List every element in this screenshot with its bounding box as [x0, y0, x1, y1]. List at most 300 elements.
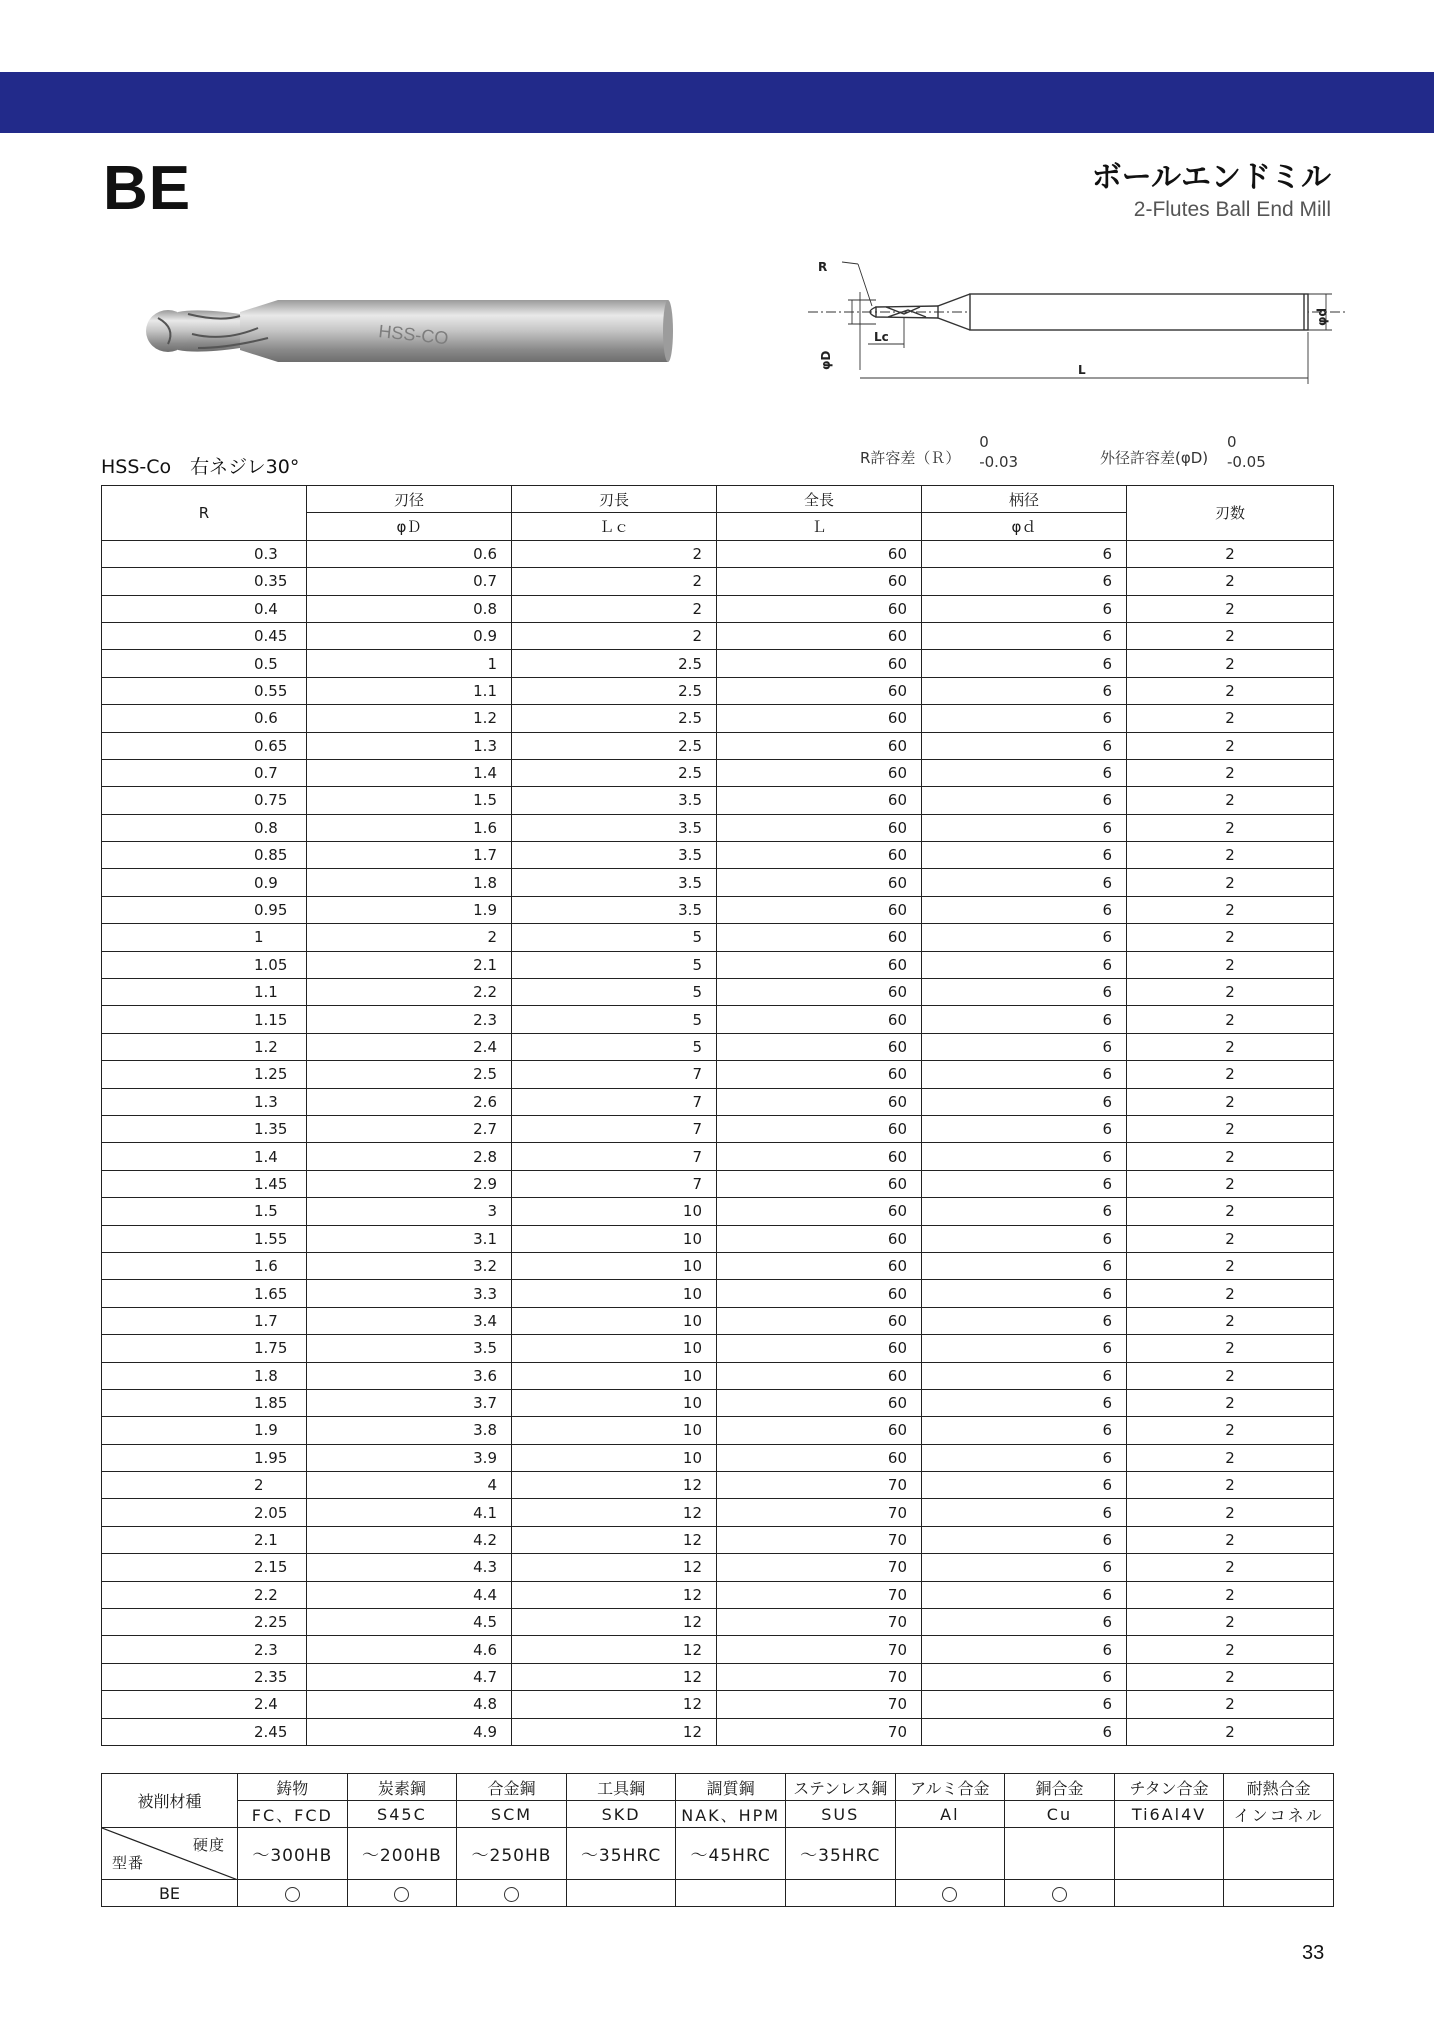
page-number: 33 [1302, 1942, 1325, 1964]
cell-r: 0.65 [102, 732, 307, 759]
cell-flutes: 2 [1127, 814, 1334, 841]
cell-blade-dia: 1.9 [307, 896, 512, 923]
cell-shank-dia: 6 [922, 869, 1127, 896]
col-sub-shank-dia: φｄ [922, 513, 1127, 540]
cell-total-len: 60 [717, 732, 922, 759]
col-sub-total-len: Ｌ [717, 513, 922, 540]
material-grade: S45C [347, 1801, 457, 1828]
material-grade: SUS [785, 1801, 895, 1828]
col-header-blade-dia: 刃径 [307, 486, 512, 513]
cell-shank-dia: 6 [922, 1006, 1127, 1033]
cell-flutes: 2 [1127, 732, 1334, 759]
cell-total-len: 60 [717, 1006, 922, 1033]
table-row [102, 622, 1334, 649]
material-grade: Al [895, 1801, 1005, 1828]
cell-total-len: 60 [717, 951, 922, 978]
cell-shank-dia: 6 [922, 1115, 1127, 1142]
table-row [102, 732, 1334, 759]
cell-blade-len: 2.5 [512, 650, 717, 677]
material-name: 鋳物 [238, 1774, 348, 1801]
cell-flutes: 2 [1127, 1143, 1334, 1170]
cell-shank-dia: 6 [922, 1088, 1127, 1115]
cell-flutes: 2 [1127, 979, 1334, 1006]
cell-r: 2 [102, 1472, 307, 1499]
table-row [102, 951, 1334, 978]
cell-r: 1.25 [102, 1061, 307, 1088]
cell-blade-dia: 1.7 [307, 842, 512, 869]
col-sub-blade-len: Ｌｃ [512, 513, 717, 540]
cell-shank-dia: 6 [922, 1280, 1127, 1307]
cell-flutes: 2 [1127, 1636, 1334, 1663]
cell-blade-len: 2 [512, 622, 717, 649]
cell-r: 0.85 [102, 842, 307, 869]
cell-flutes: 2 [1127, 1609, 1334, 1636]
cell-blade-len: 10 [512, 1335, 717, 1362]
cell-flutes: 2 [1127, 759, 1334, 786]
cell-total-len: 60 [717, 622, 922, 649]
table-row [102, 979, 1334, 1006]
cell-r: 1.4 [102, 1143, 307, 1170]
cell-blade-len: 10 [512, 1362, 717, 1389]
cell-total-len: 60 [717, 1362, 922, 1389]
cell-blade-len: 7 [512, 1061, 717, 1088]
table-row [102, 1499, 1334, 1526]
cell-blade-len: 7 [512, 1143, 717, 1170]
cell-r: 1.95 [102, 1444, 307, 1471]
table-row [102, 677, 1334, 704]
material-grade: SCM [457, 1801, 567, 1828]
table-row [102, 1554, 1334, 1581]
table-row [102, 1609, 1334, 1636]
table-row [102, 1389, 1334, 1416]
cell-flutes: 2 [1127, 951, 1334, 978]
cell-blade-len: 2 [512, 568, 717, 595]
cell-flutes: 2 [1127, 1526, 1334, 1553]
cell-total-len: 60 [717, 1143, 922, 1170]
material-hardness [895, 1828, 1005, 1880]
cell-r: 2.25 [102, 1609, 307, 1636]
product-photo [128, 282, 688, 392]
cell-blade-dia: 3.9 [307, 1444, 512, 1471]
cell-blade-len: 3.5 [512, 869, 717, 896]
cell-flutes: 2 [1127, 540, 1334, 567]
material-name: 工具鋼 [566, 1774, 676, 1801]
cell-r: 1.8 [102, 1362, 307, 1389]
cell-shank-dia: 6 [922, 622, 1127, 649]
model-code: BE [102, 1880, 238, 1907]
cell-blade-len: 3.5 [512, 814, 717, 841]
d-tolerance-upper: 0 [1226, 433, 1237, 451]
cell-total-len: 70 [717, 1472, 922, 1499]
cell-blade-len: 5 [512, 951, 717, 978]
cell-total-len: 70 [717, 1636, 922, 1663]
cell-total-len: 60 [717, 1170, 922, 1197]
cell-blade-len: 12 [512, 1718, 717, 1745]
table-row [102, 650, 1334, 677]
cell-flutes: 2 [1127, 1362, 1334, 1389]
cell-r: 0.6 [102, 705, 307, 732]
table-row [102, 595, 1334, 622]
cell-blade-len: 2.5 [512, 705, 717, 732]
cell-blade-len: 12 [512, 1581, 717, 1608]
material-hardness [1005, 1828, 1115, 1880]
cell-total-len: 60 [717, 1061, 922, 1088]
cell-blade-dia: 3.7 [307, 1389, 512, 1416]
cell-blade-dia: 4.8 [307, 1691, 512, 1718]
cell-blade-len: 12 [512, 1472, 717, 1499]
cell-shank-dia: 6 [922, 1554, 1127, 1581]
cell-r: 1.7 [102, 1307, 307, 1334]
top-color-band [0, 72, 1434, 133]
drawing-label-phi-d-small: φd [1315, 308, 1329, 326]
cell-blade-dia: 2.8 [307, 1143, 512, 1170]
table-row [102, 1691, 1334, 1718]
col-header-r: R [102, 486, 307, 541]
material-grade: SKD [566, 1801, 676, 1828]
table-row [102, 814, 1334, 841]
cell-r: 1.55 [102, 1225, 307, 1252]
cell-flutes: 2 [1127, 1252, 1334, 1279]
cell-blade-dia: 0.7 [307, 568, 512, 595]
table-row [102, 540, 1334, 567]
cell-blade-len: 2 [512, 595, 717, 622]
cell-total-len: 70 [717, 1526, 922, 1553]
cell-flutes: 2 [1127, 622, 1334, 649]
material-name: アルミ合金 [895, 1774, 1005, 1801]
cell-flutes: 2 [1127, 650, 1334, 677]
material-name: 銅合金 [1005, 1774, 1115, 1801]
cell-r: 1.05 [102, 951, 307, 978]
table-row [102, 568, 1334, 595]
cell-shank-dia: 6 [922, 1718, 1127, 1745]
cell-blade-dia: 4 [307, 1472, 512, 1499]
cell-shank-dia: 6 [922, 1444, 1127, 1471]
product-code: BE [103, 154, 192, 223]
cell-total-len: 70 [717, 1718, 922, 1745]
cell-r: 1.75 [102, 1335, 307, 1362]
material-hardness: ～45HRC [676, 1828, 786, 1880]
cell-blade-dia: 3.4 [307, 1307, 512, 1334]
cell-r: 2.3 [102, 1636, 307, 1663]
cell-total-len: 60 [717, 1307, 922, 1334]
table-row [102, 1718, 1334, 1745]
cell-shank-dia: 6 [922, 1033, 1127, 1060]
drawing-label-l: L [1078, 363, 1086, 377]
cell-blade-dia: 4.2 [307, 1526, 512, 1553]
material-name: 合金鋼 [457, 1774, 567, 1801]
suitability-cell [1224, 1880, 1334, 1907]
cell-blade-dia: 1.2 [307, 705, 512, 732]
suitability-cell [566, 1880, 676, 1907]
cell-total-len: 60 [717, 1335, 922, 1362]
cell-flutes: 2 [1127, 924, 1334, 951]
cell-total-len: 60 [717, 1115, 922, 1142]
cell-r: 2.35 [102, 1663, 307, 1690]
cell-blade-dia: 2.6 [307, 1088, 512, 1115]
cell-blade-len: 10 [512, 1225, 717, 1252]
cell-blade-dia: 4.5 [307, 1609, 512, 1636]
cell-total-len: 60 [717, 1225, 922, 1252]
cell-total-len: 60 [717, 842, 922, 869]
cell-blade-len: 5 [512, 1033, 717, 1060]
cell-blade-dia: 0.8 [307, 595, 512, 622]
cell-shank-dia: 6 [922, 1609, 1127, 1636]
col-sub-blade-dia: φＤ [307, 513, 512, 540]
cell-r: 0.45 [102, 622, 307, 649]
cell-r: 1 [102, 924, 307, 951]
cell-flutes: 2 [1127, 1718, 1334, 1745]
table-row [102, 1033, 1334, 1060]
material-name: 調質鋼 [676, 1774, 786, 1801]
table-row [102, 1581, 1334, 1608]
cell-shank-dia: 6 [922, 759, 1127, 786]
cell-r: 1.15 [102, 1006, 307, 1033]
cell-total-len: 60 [717, 540, 922, 567]
material-grade: インコネル [1224, 1801, 1334, 1828]
cell-blade-len: 12 [512, 1691, 717, 1718]
material-hardness [1114, 1828, 1224, 1880]
material-grade: FC、FCD [238, 1801, 348, 1828]
cell-r: 2.05 [102, 1499, 307, 1526]
cell-r: 0.75 [102, 787, 307, 814]
cell-shank-dia: 6 [922, 705, 1127, 732]
cell-shank-dia: 6 [922, 1335, 1127, 1362]
cell-flutes: 2 [1127, 1472, 1334, 1499]
table-row [102, 1115, 1334, 1142]
table-row [102, 1444, 1334, 1471]
suitability-cell [895, 1880, 1005, 1907]
cell-shank-dia: 6 [922, 1198, 1127, 1225]
cell-r: 0.7 [102, 759, 307, 786]
cell-blade-dia: 3 [307, 1198, 512, 1225]
cell-r: 0.5 [102, 650, 307, 677]
cell-shank-dia: 6 [922, 1691, 1127, 1718]
r-tolerance-upper: 0 [979, 433, 989, 451]
cell-blade-dia: 2.4 [307, 1033, 512, 1060]
cell-blade-dia: 3.3 [307, 1280, 512, 1307]
cell-flutes: 2 [1127, 869, 1334, 896]
cell-r: 2.15 [102, 1554, 307, 1581]
label-hardness: 硬度 [192, 1836, 225, 1854]
cell-total-len: 60 [717, 705, 922, 732]
cell-blade-len: 5 [512, 1006, 717, 1033]
cell-total-len: 60 [717, 1252, 922, 1279]
cell-shank-dia: 6 [922, 1389, 1127, 1416]
cell-shank-dia: 6 [922, 732, 1127, 759]
cell-blade-len: 3.5 [512, 896, 717, 923]
cell-blade-dia: 1.1 [307, 677, 512, 704]
cell-flutes: 2 [1127, 1335, 1334, 1362]
suitability-cell [1005, 1880, 1115, 1907]
cell-r: 1.2 [102, 1033, 307, 1060]
cell-blade-len: 2 [512, 540, 717, 567]
cell-blade-dia: 3.2 [307, 1252, 512, 1279]
cell-total-len: 60 [717, 1389, 922, 1416]
cell-total-len: 70 [717, 1691, 922, 1718]
cell-blade-dia: 3.5 [307, 1335, 512, 1362]
table-row [102, 1472, 1334, 1499]
cell-flutes: 2 [1127, 1170, 1334, 1197]
suitable-circle-icon [942, 1887, 957, 1902]
cell-flutes: 2 [1127, 1061, 1334, 1088]
cell-shank-dia: 6 [922, 1225, 1127, 1252]
table-row [102, 1362, 1334, 1389]
cell-shank-dia: 6 [922, 1307, 1127, 1334]
cell-flutes: 2 [1127, 595, 1334, 622]
label-material: 被削材種 [102, 1774, 238, 1828]
table-row [102, 759, 1334, 786]
cell-total-len: 70 [717, 1663, 922, 1690]
suitable-circle-icon [285, 1887, 300, 1902]
cell-blade-len: 10 [512, 1198, 717, 1225]
cell-r: 1.35 [102, 1115, 307, 1142]
materials-table [101, 1773, 1334, 1907]
table-row [102, 1307, 1334, 1334]
cell-shank-dia: 6 [922, 842, 1127, 869]
cell-blade-dia: 2.3 [307, 1006, 512, 1033]
cell-shank-dia: 6 [922, 979, 1127, 1006]
drawing-label-r: R [818, 260, 828, 274]
cell-blade-len: 10 [512, 1444, 717, 1471]
cell-blade-len: 10 [512, 1417, 717, 1444]
cell-blade-len: 2.5 [512, 759, 717, 786]
cell-r: 2.2 [102, 1581, 307, 1608]
cell-total-len: 60 [717, 1198, 922, 1225]
cell-flutes: 2 [1127, 1006, 1334, 1033]
cell-shank-dia: 6 [922, 1143, 1127, 1170]
cell-flutes: 2 [1127, 896, 1334, 923]
cell-r: 2.1 [102, 1526, 307, 1553]
cell-blade-dia: 1.5 [307, 787, 512, 814]
cell-flutes: 2 [1127, 568, 1334, 595]
cell-r: 1.3 [102, 1088, 307, 1115]
suitability-cell [785, 1880, 895, 1907]
cell-r: 1.1 [102, 979, 307, 1006]
cell-blade-len: 3.5 [512, 787, 717, 814]
material-name: 耐熱合金 [1224, 1774, 1334, 1801]
cell-blade-len: 2.5 [512, 732, 717, 759]
cell-blade-len: 12 [512, 1663, 717, 1690]
cell-blade-dia: 1.3 [307, 732, 512, 759]
cell-blade-dia: 4.3 [307, 1554, 512, 1581]
cell-total-len: 60 [717, 979, 922, 1006]
d-tolerance [1100, 432, 1266, 472]
cell-shank-dia: 6 [922, 1061, 1127, 1088]
cell-blade-len: 7 [512, 1088, 717, 1115]
cell-blade-len: 10 [512, 1252, 717, 1279]
cell-blade-dia: 2 [307, 924, 512, 951]
cell-shank-dia: 6 [922, 787, 1127, 814]
suitability-cell [238, 1880, 348, 1907]
cell-flutes: 2 [1127, 1280, 1334, 1307]
suitability-cell [676, 1880, 786, 1907]
cell-flutes: 2 [1127, 1663, 1334, 1690]
cell-blade-len: 12 [512, 1526, 717, 1553]
cell-shank-dia: 6 [922, 924, 1127, 951]
cell-total-len: 60 [717, 814, 922, 841]
table-row [102, 1061, 1334, 1088]
material-hardness: ～35HRC [566, 1828, 676, 1880]
cell-shank-dia: 6 [922, 1252, 1127, 1279]
cell-flutes: 2 [1127, 705, 1334, 732]
cell-total-len: 60 [717, 677, 922, 704]
material-hardness: ～250HB [457, 1828, 567, 1880]
hardness-model-corner [102, 1828, 238, 1880]
cell-total-len: 60 [717, 650, 922, 677]
table-row [102, 1526, 1334, 1553]
cell-flutes: 2 [1127, 1198, 1334, 1225]
cell-blade-dia: 2.2 [307, 979, 512, 1006]
cell-r: 1.65 [102, 1280, 307, 1307]
r-tolerance [860, 432, 1018, 472]
cell-shank-dia: 6 [922, 677, 1127, 704]
product-title-jp: ボールエンドミル [1091, 160, 1331, 195]
cell-r: 1.9 [102, 1417, 307, 1444]
suitability-cell [457, 1880, 567, 1907]
material-hardness: ～300HB [238, 1828, 348, 1880]
cell-blade-dia: 0.9 [307, 622, 512, 649]
cell-blade-dia: 4.7 [307, 1663, 512, 1690]
cell-blade-dia: 0.6 [307, 540, 512, 567]
cell-total-len: 60 [717, 924, 922, 951]
cell-blade-dia: 2.9 [307, 1170, 512, 1197]
cell-blade-len: 12 [512, 1636, 717, 1663]
cell-flutes: 2 [1127, 1389, 1334, 1416]
material-grade: Cu [1005, 1801, 1115, 1828]
table-row [102, 1143, 1334, 1170]
table-row [102, 842, 1334, 869]
cell-blade-dia: 4.4 [307, 1581, 512, 1608]
cell-flutes: 2 [1127, 1225, 1334, 1252]
cell-blade-len: 10 [512, 1307, 717, 1334]
cell-total-len: 70 [717, 1499, 922, 1526]
table-row [102, 924, 1334, 951]
cell-r: 1.6 [102, 1252, 307, 1279]
table-row [102, 1225, 1334, 1252]
cell-blade-dia: 3.8 [307, 1417, 512, 1444]
table-row [102, 896, 1334, 923]
suitability-cell [1114, 1880, 1224, 1907]
cell-r: 0.4 [102, 595, 307, 622]
cell-blade-len: 5 [512, 979, 717, 1006]
suitability-cell [347, 1880, 457, 1907]
material-grade: Ti6Al4V [1114, 1801, 1224, 1828]
cell-shank-dia: 6 [922, 1472, 1127, 1499]
cell-r: 2.4 [102, 1691, 307, 1718]
material-name: ステンレス鋼 [785, 1774, 895, 1801]
material-name: 炭素鋼 [347, 1774, 457, 1801]
cell-r: 0.35 [102, 568, 307, 595]
cell-total-len: 60 [717, 1417, 922, 1444]
table-row [102, 1088, 1334, 1115]
material-name: チタン合金 [1114, 1774, 1224, 1801]
cell-r: 0.9 [102, 869, 307, 896]
drawing-label-phi-d-big: φD [819, 350, 833, 370]
cell-blade-dia: 3.6 [307, 1362, 512, 1389]
cell-total-len: 60 [717, 896, 922, 923]
cell-total-len: 70 [717, 1609, 922, 1636]
d-tolerance-lower: -0.05 [1226, 453, 1266, 471]
cell-shank-dia: 6 [922, 1581, 1127, 1608]
cell-shank-dia: 6 [922, 1663, 1127, 1690]
cell-total-len: 60 [717, 869, 922, 896]
cell-flutes: 2 [1127, 787, 1334, 814]
material-grade: NAK、HPM [676, 1801, 786, 1828]
cell-total-len: 60 [717, 1444, 922, 1471]
cell-shank-dia: 6 [922, 1526, 1127, 1553]
cell-blade-dia: 4.6 [307, 1636, 512, 1663]
cell-flutes: 2 [1127, 842, 1334, 869]
